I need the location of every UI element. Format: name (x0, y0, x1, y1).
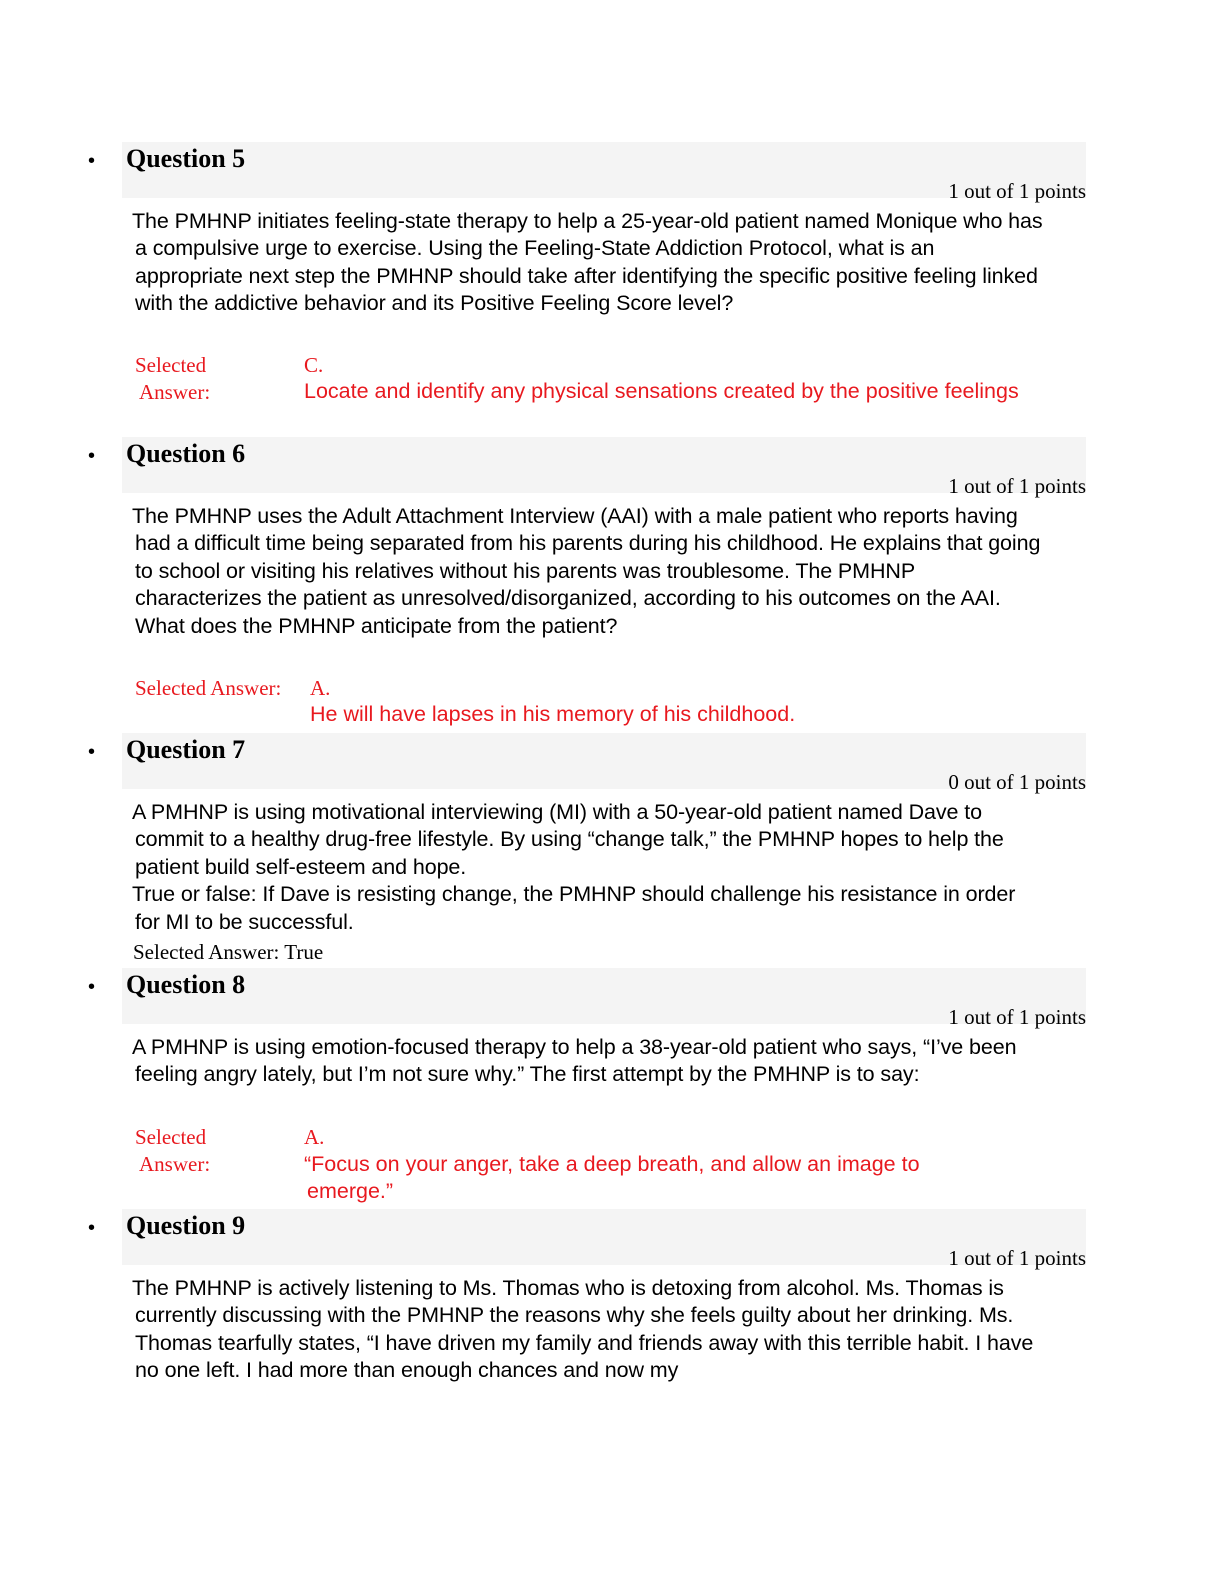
answer-letter: A. (304, 1125, 325, 1149)
question-text (132, 1275, 1044, 1385)
answer-text: “Focus on your anger, take a deep breath, and allow an image to emerge.” (304, 1152, 920, 1204)
question-paragraph: True or false: If Dave is resisting change, the PMHNP should challenge his resistance in order for MI to be successful. (132, 882, 1016, 934)
answer-letter: C. (304, 353, 324, 377)
question-title: Question 9 (126, 1211, 246, 1240)
selected-answer-label: Selected (135, 1125, 207, 1149)
question-header-bar (122, 437, 1086, 493)
answer-text: He will have lapses in his memory of his childhood. (310, 702, 796, 726)
bullet: • (88, 150, 96, 172)
question-points: 1 out of 1 points (948, 179, 1086, 203)
question-points: 1 out of 1 points (948, 1005, 1086, 1029)
question-header-bar (122, 142, 1086, 198)
selected-answer-label: Answer: (139, 1152, 211, 1176)
bullet: • (88, 741, 96, 763)
answer-letter: A. (310, 676, 331, 700)
question-title: Question 5 (126, 144, 246, 173)
question-title: Question 6 (126, 439, 246, 468)
question-points: 1 out of 1 points (948, 474, 1086, 498)
question-title: Question 7 (126, 735, 246, 764)
question-text (132, 799, 1024, 936)
bullet: • (88, 1217, 96, 1239)
question-text (132, 1034, 1047, 1089)
question-points: 1 out of 1 points (948, 1246, 1086, 1270)
bullet: • (88, 976, 96, 998)
question-paragraph: The PMHNP initiates feeling-state therapy to help a 25-year-old patient named Monique who has a compulsive urge to exercise. Using the Feeling-State Addiction Protocol, what is an appropriate next step the PMHNP should take after identifying the specific positive feeling linked with the addictive behavior and its Positive Feeling Score level? (132, 209, 1043, 316)
selected-answer-label: Answer: (139, 380, 211, 404)
selected-answer-label: Selected Answer: (135, 676, 282, 700)
selected-answer-label: Selected (135, 353, 207, 377)
question-header-bar (122, 1209, 1086, 1265)
answer-text: True (284, 940, 324, 964)
answer-text: Locate and identify any physical sensations created by the positive feelings (304, 379, 1019, 403)
question-header-bar (122, 968, 1086, 1024)
question-text (132, 208, 1044, 318)
bullet: • (88, 445, 96, 467)
question-paragraph: The PMHNP is actively listening to Ms. Thomas who is detoxing from alcohol. Ms. Thomas is currently discussing with the PMHNP the reasons why she feels guilty about her drinking. Ms. Thomas tearfully states, “I have driven my family and friends away with this terrible habit. I have no one left. I had more than enough chances and now my (132, 1276, 1034, 1383)
selected-answer-label-text: Selected Answer: (133, 940, 280, 964)
selected-answer-label (133, 939, 323, 966)
question-text (132, 503, 1047, 640)
question-header-bar (122, 733, 1086, 789)
question-paragraph: A PMHNP is using emotion-focused therapy to help a 38-year-old patient who says, “I’ve been feeling angry lately, but I’m not sure why.” The first attempt by the PMHNP is to say: (132, 1035, 1017, 1087)
question-title: Question 8 (126, 970, 246, 999)
question-paragraph: The PMHNP uses the Adult Attachment Interview (AAI) with a male patient who reports having had a difficult time being separated from his parents during his childhood. He explains that going to school or visiting his relatives without his parents was troublesome. The PMHNP characterizes the patient as unresolved/disorganized, according to his outcomes on the AAI. What does the PMHNP anticipate from the patient? (132, 504, 1041, 638)
question-paragraph: A PMHNP is using motivational interviewing (MI) with a 50-year-old patient named Dave to commit to a healthy drug-free lifestyle. By using “change talk,” the PMHNP hopes to help the patient build self-esteem and hope. (132, 800, 1004, 879)
question-points: 0 out of 1 points (948, 770, 1086, 794)
